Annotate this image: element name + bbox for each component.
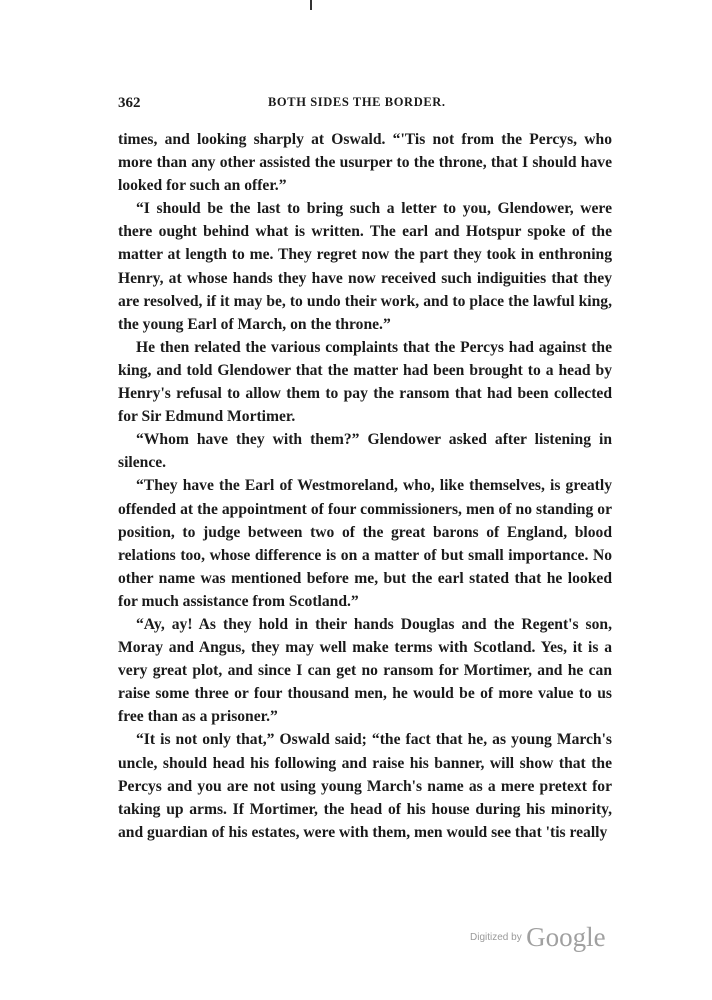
paragraph: “Ay, ay! As they hold in their hands Douglas and the Regent's son, Moray and Angus, they may well make terms with Scotland. Yes, it is a very great plot, and since I can get no ransom for Mortimer, and he can raise some three or four thousand men, he would be of more value to us free than as a prisoner.”: [118, 615, 612, 726]
running-head: BOTH SIDES THE BORDER.: [268, 95, 446, 109]
page-header: [118, 95, 612, 115]
paragraph: “I should be the last to bring such a letter to you, Glendower, were there ought behind what is written. The earl and Hotspur spoke of the matter at length to me. They regret now the part they took in enthroning Henry, at whose hands they have now received such indiguities that they are resolved, if it may be, to undo their work, and to place the lawful king, the young Earl of March, on the throne.”: [118, 200, 612, 333]
watermark-prefix: Digitized by: [470, 932, 522, 943]
page-number: 362: [118, 95, 141, 111]
paragraph: “Whom have they with them?” Glendower asked after listening in silence.: [118, 431, 612, 472]
paragraph: He then related the various complaints that the Percys had against the king, and told Glendower that the matter had been brought to a head by Henry's refusal to allow them to pay the ransom that had been collected for Sir Edmund Mortimer.: [118, 338, 612, 426]
scan-mark: [310, 0, 312, 10]
paragraph: “They have the Earl of Westmoreland, who, like themselves, is greatly offended at the appointment of four commissioners, men of no standing or position, to judge between two of the great barons of England, blood relations too, whose difference is on a matter of but small importance. No other name was mentioned before me, but the earl stated that he looked for much assistance from Scotland.”: [118, 477, 612, 610]
body-text: [118, 128, 612, 844]
paragraph: times, and looking sharply at Oswald. “'Tis not from the Percys, who more than any other assisted the usurper to the throne, that I should have looked for such an offer.”: [118, 131, 612, 195]
paragraph: “It is not only that,” Oswald said; “the fact that he, as young March's uncle, should head his following and raise his banner, will show that the Percys and you are not using young March's name as a mere pretext for taking up arms. If Mortimer, the head of his house during his minority, and guardian of his estates, were with them, men would see that 'tis really: [118, 731, 612, 841]
google-logo: Google: [526, 922, 606, 952]
digitized-watermark: [470, 922, 606, 952]
